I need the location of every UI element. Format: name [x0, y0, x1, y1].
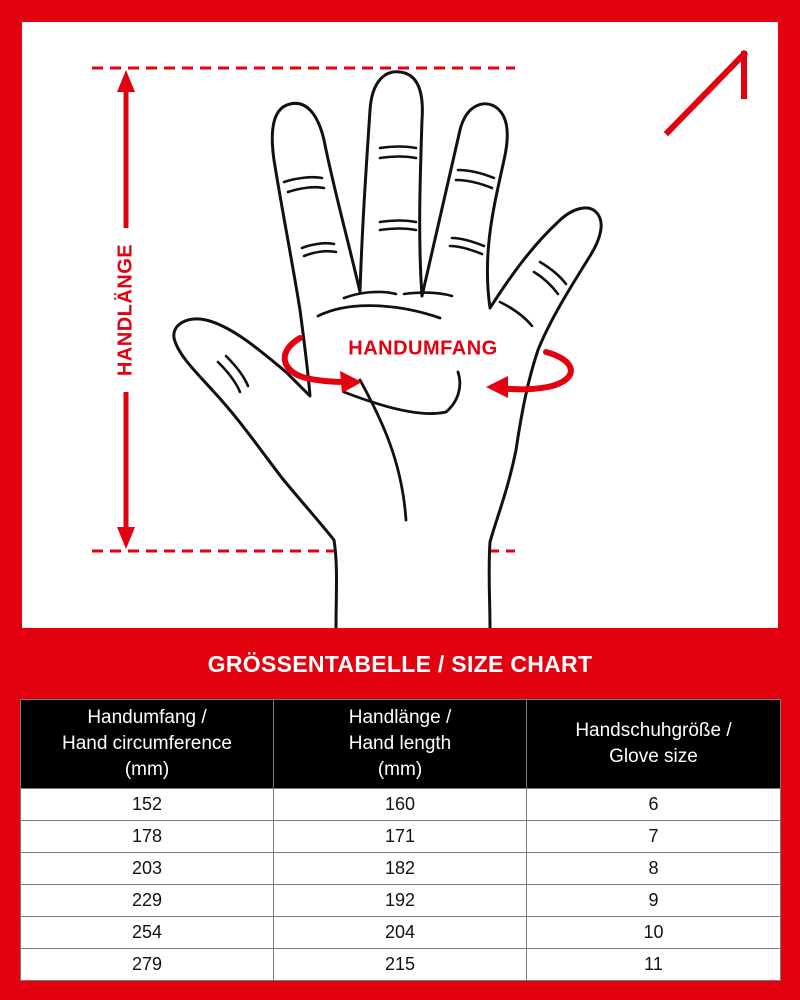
cell-hand-length: 182 — [274, 853, 527, 885]
cell-hand-circumference: 152 — [21, 789, 274, 821]
cell-glove-size: 11 — [527, 949, 781, 981]
header-glove-size — [527, 700, 781, 789]
cell-glove-size: 6 — [527, 789, 781, 821]
table-header-row — [21, 700, 781, 789]
cell-glove-size: 9 — [527, 885, 781, 917]
header-text: Handlänge / — [348, 707, 452, 728]
header-text: Glove size — [609, 746, 698, 767]
header-text: (mm) — [124, 759, 170, 780]
header-text: Handschuhgröße / — [575, 720, 732, 741]
cell-glove-size: 10 — [527, 917, 781, 949]
table-row — [21, 885, 781, 917]
cell-hand-circumference: 229 — [21, 885, 274, 917]
cell-hand-length: 160 — [274, 789, 527, 821]
header-text: Hand circumference — [61, 733, 233, 754]
hand-length-label: HANDLÄNGE — [114, 243, 137, 377]
header-hand-length — [274, 700, 527, 789]
brand-arrow-icon — [668, 54, 744, 132]
cell-hand-circumference: 203 — [21, 853, 274, 885]
header-text: (mm) — [377, 759, 423, 780]
cell-hand-circumference: 254 — [21, 917, 274, 949]
cell-hand-length: 204 — [274, 917, 527, 949]
size-chart-title: GRÖSSENTABELLE / SIZE CHART — [207, 651, 593, 677]
hand-circumference-label: HANDUMFANG — [348, 337, 498, 360]
cell-hand-length: 192 — [274, 885, 527, 917]
cell-hand-length: 171 — [274, 821, 527, 853]
header-text: Hand length — [348, 733, 452, 754]
cell-hand-length: 215 — [274, 949, 527, 981]
header-hand-circumference — [21, 700, 274, 789]
cell-hand-circumference: 178 — [21, 821, 274, 853]
header-text: Handumfang / — [87, 707, 207, 728]
table-row — [21, 917, 781, 949]
cell-hand-circumference: 279 — [21, 949, 274, 981]
size-chart-table — [20, 699, 781, 981]
table-row — [21, 821, 781, 853]
cell-glove-size: 8 — [527, 853, 781, 885]
cell-glove-size: 7 — [527, 821, 781, 853]
table-row — [21, 949, 781, 981]
table-row — [21, 789, 781, 821]
table-row — [21, 853, 781, 885]
